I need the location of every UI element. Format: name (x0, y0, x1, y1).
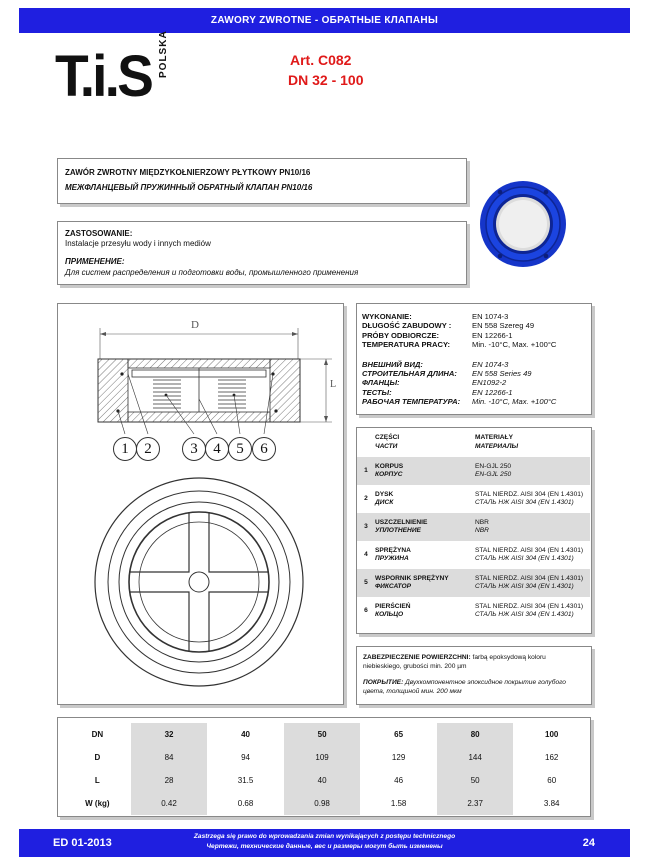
parts-row-2 (357, 485, 590, 513)
footer-page-number: 24 (582, 837, 595, 849)
spec-row-ru-0 (362, 360, 588, 369)
application-pl-text: Instalacje przesyłu wody i innych mediów (65, 239, 211, 248)
dim-cell: 162 (545, 753, 559, 762)
part-name-ru: КОЛЬЦО (375, 611, 404, 618)
top-banner (19, 8, 630, 33)
spec-value: EN1092-2 (472, 378, 507, 388)
part-name-pl: SPRĘŻYNA (375, 546, 411, 554)
callout-4-label: 4 (213, 441, 221, 457)
callout-5 (228, 437, 252, 461)
parts-table (356, 427, 592, 634)
parts-row-5 (357, 569, 590, 597)
footer-note-ru: Чертежи, технические данные, вес и размеры могут быть изменены (206, 843, 443, 850)
part-name-ru: ПРУЖИНА (375, 555, 409, 562)
application-pl-label: ZASTOSOWANIE: (65, 229, 133, 238)
dim-cell: 46 (394, 776, 404, 785)
dim-cell: 84 (131, 746, 208, 769)
dim-cell: 0.42 (131, 792, 208, 815)
part-material-pl: STAL NIERDZ. AISI 304 (EN 1.4301) (475, 574, 584, 582)
dim-cell: 60 (547, 776, 557, 785)
parts-row-4 (357, 541, 590, 569)
dim-cell: 94 (241, 753, 250, 762)
spec-value: EN 12266-1 (472, 387, 513, 397)
parts-row-1 (357, 457, 590, 485)
dim-cell: 50 (437, 769, 514, 792)
application-ru-label: ПРИМЕНЕНИЕ: (65, 257, 125, 266)
protection-ru (363, 679, 585, 696)
footer-edition: ED 01-2013 (53, 837, 112, 849)
dim-cell: 1.58 (390, 799, 407, 808)
part-number: 1 (364, 466, 368, 474)
part-number: 5 (364, 578, 368, 586)
spec-row-ru-1 (362, 369, 588, 378)
part-name-ru: ФИКСАТОР (375, 583, 412, 590)
logo (55, 30, 185, 118)
part-material-ru: СТАЛЬ НЖ AISI 304 (EN 1.4301) (475, 583, 574, 590)
logo-side-text: POLSKA (158, 30, 169, 78)
parts-head-mat-pl: MATERIAŁY (475, 434, 513, 441)
dim-row-l (64, 769, 590, 792)
dim-row-d (64, 746, 590, 769)
part-material-pl: STAL NIERDZ. AISI 304 (EN 1.4301) (475, 602, 584, 610)
title-ru: МЕЖФЛАНЦЕВЫЙ ПРУЖИННЫЙ ОБРАТНЫЙ КЛАПАН PN10/16 (65, 183, 313, 192)
part-name-pl: DYSK (375, 490, 394, 498)
parts-row-6 (357, 597, 590, 625)
dim-cell: 40 (241, 730, 250, 739)
dim-cell: 0.98 (284, 792, 361, 815)
spec-key: ТЕСТЫ: (362, 387, 392, 397)
dim-row-weight (64, 792, 590, 815)
parts-header (357, 434, 590, 451)
part-material-ru: СТАЛЬ НЖ AISI 304 (EN 1.4301) (475, 611, 574, 618)
parts-head-mat-ru: МАТЕРИАЛЫ (475, 442, 519, 450)
dim-cell: 144 (437, 746, 514, 769)
protection-ru-label: ПОКРЫТИЕ: (363, 679, 404, 687)
dim-cell: 0.68 (237, 799, 254, 808)
banner-text: ZAWORY ZWROTNE - ОБРАТНЫЕ КЛАПАНЫ (210, 15, 439, 26)
part-name-ru: УПЛОТНЕНИЕ (375, 527, 421, 534)
part-name-ru: ДИСК (375, 499, 394, 506)
dim-cell: 65 (394, 730, 404, 739)
part-number: 6 (364, 606, 368, 614)
protection-pl (363, 654, 585, 671)
protection-pl-label: ZABEZPIECZENIE POWIERZCHNI: (363, 654, 471, 661)
callout-5-label: 5 (236, 441, 244, 457)
callout-6-label: 6 (260, 441, 268, 457)
part-number: 3 (364, 522, 368, 530)
parts-row-3 (357, 513, 590, 541)
part-material-pl: STAL NIERDZ. AISI 304 (EN 1.4301) (475, 490, 584, 498)
spec-key: WYKONANIE: (362, 312, 412, 321)
part-material-pl: NBR (475, 518, 489, 526)
dimensions-table (57, 717, 591, 817)
part-number: 2 (364, 494, 368, 502)
spec-key: РАБОЧАЯ ТЕМПЕРАТУРА: (362, 397, 461, 407)
spec-row-pl-0 (362, 312, 588, 321)
spec-row-pl-3 (362, 340, 588, 349)
parts-head-ru: ЧАСТИ (375, 442, 398, 450)
technical-drawing (58, 304, 343, 704)
spec-row-ru-3 (362, 388, 588, 397)
spec-value: EN 12266-1 (472, 330, 513, 340)
application-ru-text: Для систем распределения и подготовки воды, промышленного применения (65, 268, 359, 277)
article-code: Art. C082 (290, 52, 352, 68)
spec-row-ru-2 (362, 378, 588, 387)
callout-1-label: 1 (121, 441, 129, 457)
protection-ru-text: Двухкомпонентное эпоксидное покрытие голубого цвета, толщиной мин. 200 мкм (363, 679, 566, 695)
dim-cell: 50 (284, 723, 361, 746)
part-number: 4 (364, 550, 368, 558)
spec-value: EN 558 Szereg 49 (472, 321, 535, 331)
dim-header: L (94, 776, 100, 785)
dim-cell: 28 (131, 769, 208, 792)
part-name-ru: КОРПУС (375, 471, 403, 478)
spec-value: Min. -10°C, Max. +100°C (472, 397, 557, 407)
drawing-frame (57, 303, 344, 705)
article-dn-range: DN 32 - 100 (288, 72, 364, 88)
spec-row-pl-1 (362, 321, 588, 330)
title-box (57, 158, 467, 204)
dim-cell: 100 (545, 730, 559, 739)
footer-note-pl: Zastrzega się prawo do wprowadzania zmian wynikających z postępu technicznego (193, 833, 456, 840)
callout-4 (205, 437, 229, 461)
callout-3 (182, 437, 206, 461)
part-material-pl: EN-GJL 250 (475, 462, 512, 470)
footer-bar (19, 829, 630, 857)
parts-head-pl: CZĘŚCI (375, 434, 400, 441)
spec-value: Min. -10°C, Max. +100°C (472, 340, 557, 350)
callout-2-label: 2 (144, 441, 152, 457)
part-material-ru: СТАЛЬ НЖ AISI 304 (EN 1.4301) (475, 499, 574, 506)
callout-2 (136, 437, 160, 461)
dim-header: W (kg) (85, 799, 110, 808)
dim-cell: 3.84 (543, 799, 560, 808)
callout-3-label: 3 (190, 441, 198, 457)
dim-cell: 80 (437, 723, 514, 746)
part-material-ru: NBR (475, 527, 489, 534)
protection-box (356, 646, 592, 705)
dim-cell: 129 (391, 753, 406, 762)
dim-header: DN (91, 730, 104, 739)
part-material-ru: СТАЛЬ НЖ AISI 304 (EN 1.4301) (475, 555, 574, 562)
spec-key: TEMPERATURA PRACY: (362, 340, 451, 350)
dim-d-label: D (191, 319, 199, 331)
spec-row-ru-4 (362, 397, 588, 406)
part-material-pl: STAL NIERDZ. AISI 304 (EN 1.4301) (475, 546, 584, 554)
dim-cell: 40 (284, 769, 361, 792)
part-name-pl: PIERŚCIEŃ (375, 602, 411, 610)
spec-value: EN 1074-3 (472, 359, 509, 369)
part-name-pl: WSPORNIK SPRĘŻYNY (375, 574, 449, 582)
specs-box (356, 303, 592, 415)
spec-value: EN 558 Series 49 (472, 369, 532, 379)
application-box (57, 221, 467, 285)
part-name-pl: KORPUS (375, 462, 404, 470)
part-name-pl: USZCZELNIENIE (375, 518, 428, 526)
dim-row-dn (64, 723, 590, 746)
protection-pl-text: farbą epoksydową koloru niebieskiego, grubości min. 200 µm (363, 654, 546, 670)
title-pl: ZAWÓR ZWROTNY MIĘDZYKOŁNIERZOWY PŁYTKOWY PN10/16 (65, 168, 311, 177)
spec-key: DŁUGOŚĆ ZABUDOWY : (362, 321, 452, 331)
spec-value: EN 1074-3 (472, 312, 509, 321)
spec-key: PRÓBY ODBIORCZE: (362, 330, 440, 340)
dim-header: D (94, 753, 101, 762)
part-material-ru: EN-GJL 250 (475, 471, 512, 478)
dim-cell: 31.5 (237, 776, 254, 785)
dim-cell: 32 (131, 723, 208, 746)
spec-key: ВНЕШНИЙ ВИД: (362, 359, 423, 369)
callout-6 (252, 437, 276, 461)
dim-cell: 109 (284, 746, 361, 769)
logo-main: T.i.S (55, 44, 151, 109)
spec-key: СТРОИТЕЛЬНАЯ ДЛИНА: (362, 369, 457, 379)
spec-key: ФЛАНЦЫ: (362, 378, 400, 388)
callout-1 (113, 437, 137, 461)
spec-row-pl-2 (362, 331, 588, 340)
dim-cell: 2.37 (437, 792, 514, 815)
dim-l-label: L (330, 379, 337, 390)
valve-photo (478, 178, 568, 270)
